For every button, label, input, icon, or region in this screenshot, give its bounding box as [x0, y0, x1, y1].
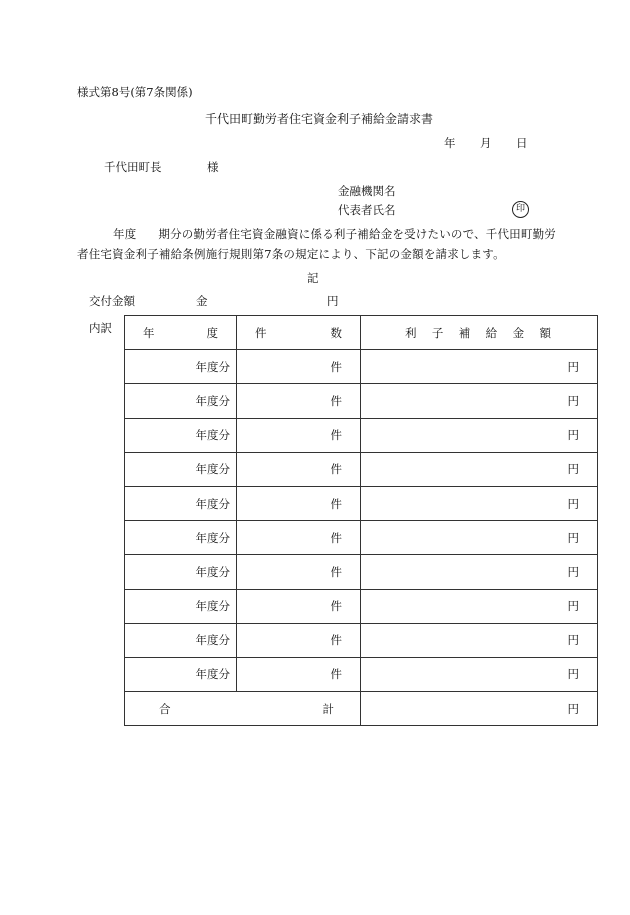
table-row: [125, 555, 598, 589]
body-year-label: 年度: [113, 227, 137, 241]
date-month: 月: [480, 136, 492, 150]
row-count: 件: [237, 555, 361, 589]
table-row: [125, 657, 598, 691]
request-paragraph: [77, 224, 557, 264]
row-year: 年度分: [125, 418, 237, 452]
row-count: 件: [237, 521, 361, 555]
grant-amount-unit: 円: [327, 294, 339, 308]
row-amount: 円: [361, 521, 598, 555]
total-label: 合 計: [125, 692, 361, 726]
form-number: 様式第8号(第7条関係): [77, 85, 193, 99]
body-text: 期分の勤労者住宅資金融資に係る利子補給金を受けたいので、千代田町勤労者住宅資金利子補給条例施行規則第7条の規定により、下記の金額を請求します。: [77, 227, 556, 261]
table-row: [125, 623, 598, 657]
row-amount: 円: [361, 350, 598, 384]
row-count: 件: [237, 589, 361, 623]
row-amount: 円: [361, 486, 598, 520]
row-year: 年度分: [125, 555, 237, 589]
table-row: [125, 418, 598, 452]
row-amount: 円: [361, 623, 598, 657]
row-year: 年度分: [125, 486, 237, 520]
table-row: [125, 350, 598, 384]
date-day: 日: [516, 136, 528, 150]
table-row: [125, 521, 598, 555]
row-amount: 円: [361, 555, 598, 589]
addressee-name: 千代田町長: [104, 160, 162, 174]
grant-amount-label: 交付金額: [89, 294, 135, 308]
addressee-honorific: 様: [207, 160, 219, 174]
row-count: 件: [237, 384, 361, 418]
total-amount: 円: [361, 692, 598, 726]
breakdown-table: [124, 315, 598, 726]
row-count: 件: [237, 418, 361, 452]
row-amount: 円: [361, 452, 598, 486]
row-year: 年度分: [125, 521, 237, 555]
row-count: 件: [237, 486, 361, 520]
header-count: 件 数: [237, 316, 361, 350]
row-amount: 円: [361, 589, 598, 623]
grant-amount-prefix: 金: [196, 294, 208, 308]
row-count: 件: [237, 350, 361, 384]
table-row: [125, 589, 598, 623]
header-amount: 利 子 補 給 金 額: [361, 316, 598, 350]
header-year: 年 度: [125, 316, 237, 350]
table-row: [125, 384, 598, 418]
row-amount: 円: [361, 384, 598, 418]
institution-label: 金融機関名: [338, 184, 396, 198]
page-title: 千代田町勤労者住宅資金利子補給金請求書: [205, 112, 434, 126]
row-amount: 円: [361, 657, 598, 691]
row-year: 年度分: [125, 589, 237, 623]
breakdown-label: 内訳: [89, 321, 112, 335]
row-year: 年度分: [125, 452, 237, 486]
row-count: 件: [237, 623, 361, 657]
row-year: 年度分: [125, 657, 237, 691]
table-header-row: [125, 316, 598, 350]
seal-icon: 印: [512, 201, 529, 218]
row-amount: 円: [361, 418, 598, 452]
date-year: 年: [444, 136, 456, 150]
row-count: 件: [237, 657, 361, 691]
table-row: [125, 452, 598, 486]
table-row: [125, 486, 598, 520]
note-heading: 記: [307, 271, 319, 285]
representative-label: 代表者氏名: [338, 203, 396, 217]
row-year: 年度分: [125, 384, 237, 418]
row-year: 年度分: [125, 350, 237, 384]
table-total-row: [125, 692, 598, 726]
row-year: 年度分: [125, 623, 237, 657]
row-count: 件: [237, 452, 361, 486]
